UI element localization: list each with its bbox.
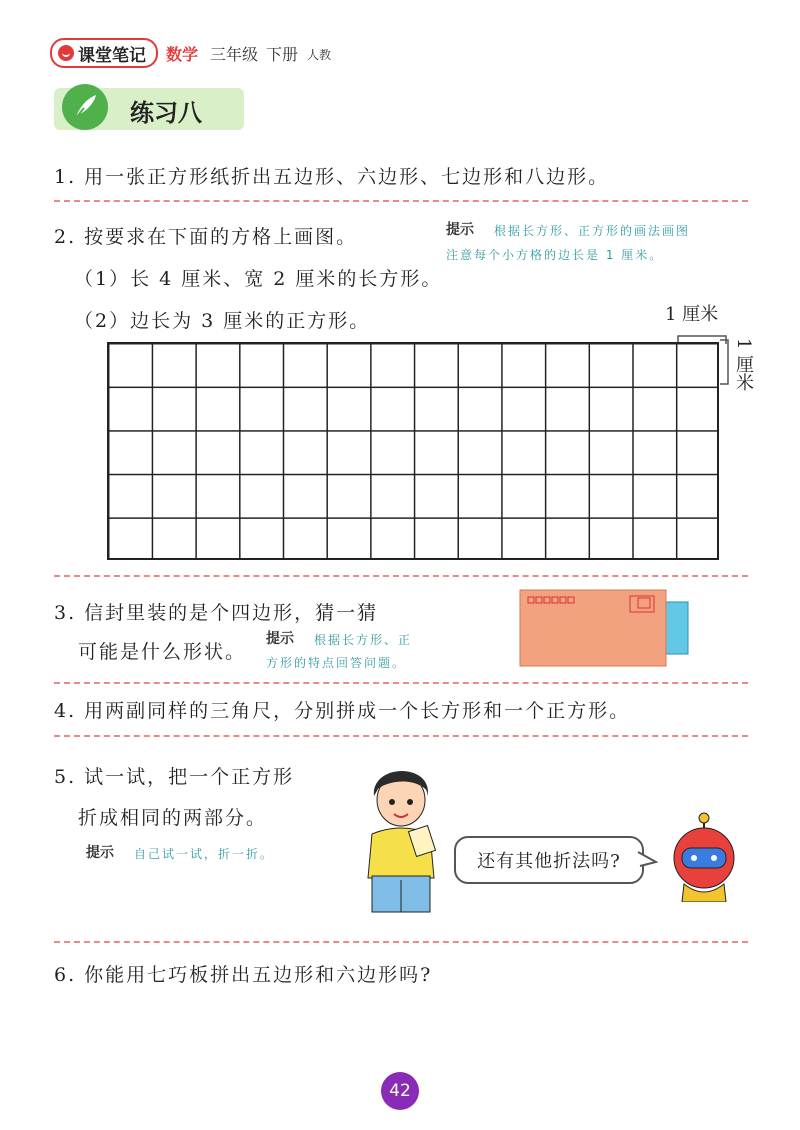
tip-label: 提示 bbox=[86, 845, 114, 861]
unit-label-horizontal: 1 厘米 bbox=[665, 304, 719, 325]
tip-text: 根据长方形、正 bbox=[314, 633, 413, 647]
question-5: 5. 试一试，把一个正方形 bbox=[54, 766, 295, 788]
robot-illustration bbox=[664, 810, 742, 902]
tip-text: 根据长方形、正方形的画法画图 bbox=[494, 224, 691, 238]
tip-text: 自己试一试，折一折。 bbox=[134, 847, 275, 861]
question-2-part-2: （2）边长为 3 厘米的正方形。 bbox=[74, 310, 371, 332]
header-subject: 数学 bbox=[166, 45, 199, 64]
tip-label: 提示 bbox=[446, 222, 474, 238]
question-3: 3. 信封里装的是个四边形，猜一猜 bbox=[54, 602, 379, 624]
brand-name: 课堂笔记 bbox=[78, 45, 146, 66]
header-publisher: 人教 bbox=[307, 48, 332, 62]
section-title: 练习八 bbox=[130, 99, 202, 127]
tip-text: 注意每个小方格的边长是 1 厘米。 bbox=[446, 248, 664, 262]
divider bbox=[54, 200, 748, 202]
tip-text: 方形的特点回答问题。 bbox=[266, 656, 407, 670]
divider bbox=[54, 575, 748, 577]
speech-bubble bbox=[454, 836, 644, 884]
brand-logo bbox=[50, 38, 158, 68]
header-term: 下册 bbox=[266, 45, 299, 64]
divider bbox=[54, 735, 748, 737]
speech-bubble-text: 还有其他折法吗? bbox=[477, 851, 621, 872]
header-grade: 三年级 bbox=[210, 45, 259, 64]
boy-illustration bbox=[352, 756, 452, 914]
page-number: 42 bbox=[381, 1072, 419, 1110]
question-2: 2. 按要求在下面的方格上画图。 bbox=[54, 226, 358, 248]
question-4: 4. 用两副同样的三角尺，分别拼成一个长方形和一个正方形。 bbox=[54, 700, 631, 722]
question-5-line-2: 折成相同的两部分。 bbox=[78, 807, 268, 829]
unit-label-vertical: 1 厘米 bbox=[733, 338, 754, 392]
drawing-grid[interactable] bbox=[107, 342, 719, 560]
divider bbox=[54, 941, 748, 943]
tip-label: 提示 bbox=[266, 631, 294, 647]
question-2-part-1: （1）长 4 厘米、宽 2 厘米的长方形。 bbox=[74, 268, 443, 290]
question-1: 1. 用一张正方形纸折出五边形、六边形、七边形和八边形。 bbox=[54, 166, 610, 188]
bubble-tail bbox=[636, 850, 658, 870]
question-6: 6. 你能用七巧板拼出五边形和六边形吗? bbox=[54, 964, 433, 986]
question-3-line-2: 可能是什么形状。 bbox=[78, 641, 247, 663]
divider bbox=[54, 682, 748, 684]
pen-icon bbox=[62, 84, 108, 130]
envelope-illustration bbox=[518, 588, 694, 670]
smile-icon bbox=[58, 45, 74, 61]
